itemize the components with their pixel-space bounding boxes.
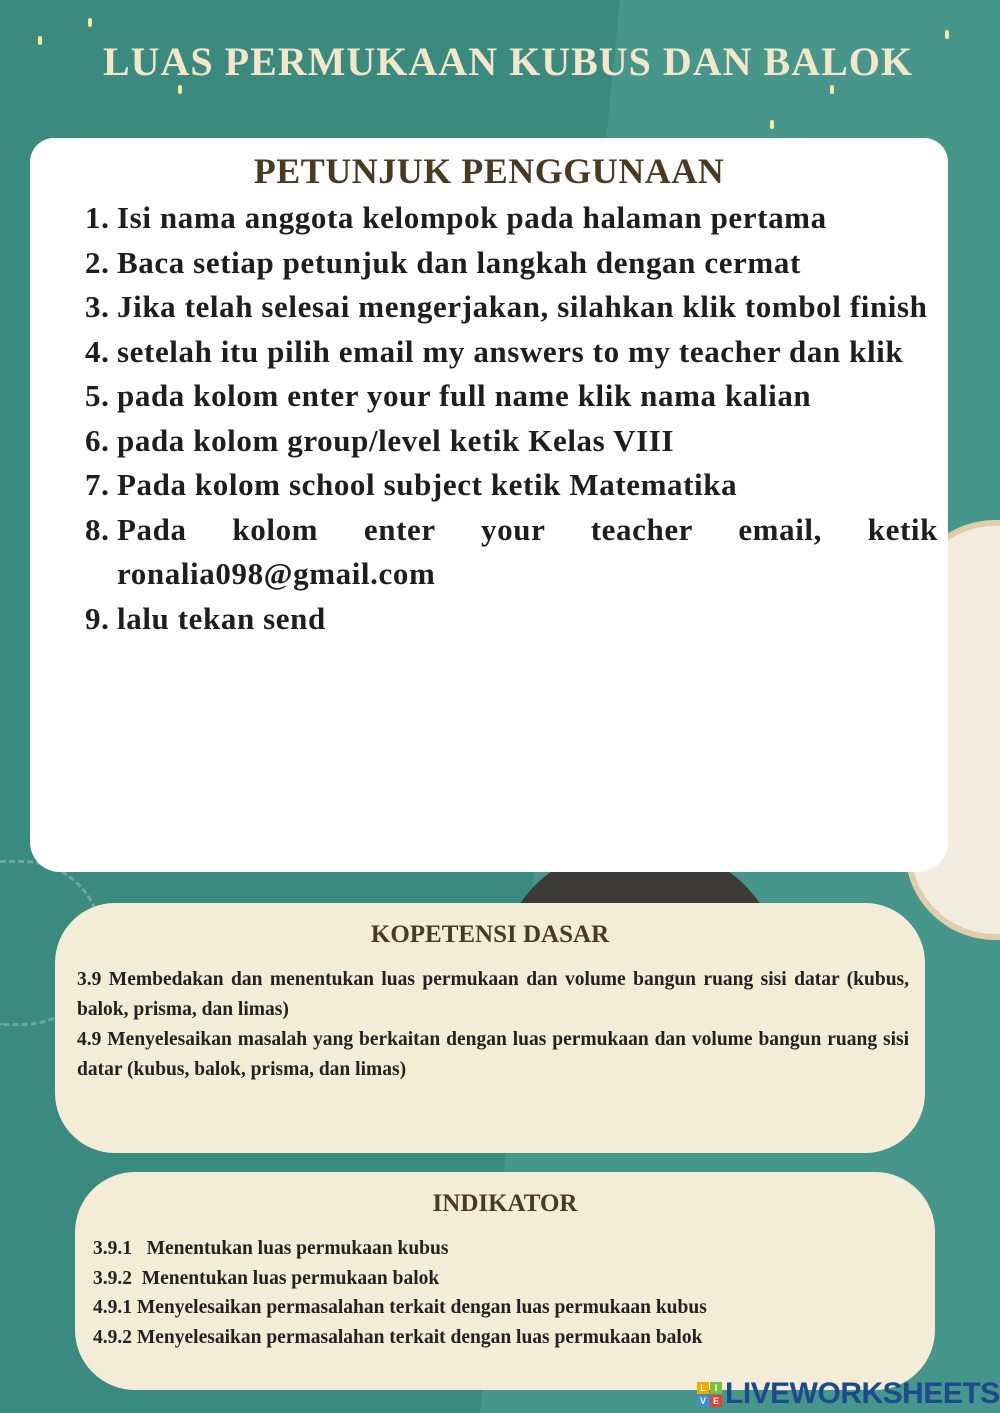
kompetensi-list — [55, 965, 925, 1085]
liveworksheets-logo — [697, 1377, 1000, 1411]
instruction-item — [85, 508, 938, 597]
logo-letter: I — [710, 1382, 722, 1394]
logo-letter: V — [697, 1395, 709, 1407]
confetti — [770, 120, 774, 129]
item-text: Pada kolom school subject ketik Matematika — [117, 467, 738, 502]
item-number: 7. — [85, 467, 110, 502]
item-text: pada kolom enter your full name klik nama kalian — [117, 378, 812, 413]
indikator-list — [75, 1234, 935, 1352]
indikator-heading: INDIKATOR — [432, 1190, 578, 1217]
indikator-item: 3.9.2 Menentukan luas permukaan balok — [93, 1267, 440, 1289]
kompetensi-item: 4.9 Menyelesaikan masalah yang berkaitan dengan luas permukaan dan volume bangun ruang sisi datar (kubus, balok, prisma, dan limas) — [77, 1029, 909, 1080]
kompetensi-card — [55, 903, 925, 1153]
item-number: 4. — [85, 333, 110, 369]
instructions-card — [30, 138, 948, 872]
item-number: 6. — [85, 422, 110, 458]
item-number: 3. — [85, 289, 110, 324]
item-text: Jika telah selesai mengerjakan, silahkan klik tombol finish — [117, 289, 928, 324]
instruction-item — [85, 597, 938, 642]
confetti — [830, 85, 834, 94]
item-text: pada kolom group/level ketik Kelas VIII — [117, 422, 675, 458]
item-text: Isi nama anggota kelompok pada halaman pertama — [117, 200, 827, 235]
item-text: Pada kolom enter your teacher email, ketik ronalia098@gmail.com — [117, 511, 938, 591]
confetti — [88, 18, 92, 27]
page-title: LUAS PERMUKAAN KUBUS DAN BALOK — [102, 39, 914, 84]
kompetensi-heading: KOPETENSI DASAR — [370, 921, 610, 948]
logo-icon — [697, 1382, 722, 1407]
instruction-item — [85, 374, 938, 419]
instruction-item — [85, 285, 938, 330]
instructions-list — [30, 196, 948, 641]
indikator-card — [75, 1172, 935, 1390]
item-number: 8. — [85, 511, 110, 547]
logo-letter: L — [697, 1382, 709, 1394]
logo-text: LIVEWORKSHEETS — [725, 1377, 1000, 1410]
item-text: setelah itu pilih email my answers to my teacher dan klik — [117, 333, 904, 369]
item-number: 5. — [85, 378, 110, 413]
instruction-item — [85, 330, 938, 375]
instruction-item — [85, 241, 938, 286]
item-number: 2. — [85, 244, 110, 280]
confetti — [178, 85, 182, 94]
kompetensi-item: 3.9 Membedakan dan menentukan luas permukaan dan volume bangun ruang sisi datar (kubus, balok, prisma, dan limas) — [77, 969, 909, 1020]
instructions-heading: PETUNJUK PENGGUNAAN — [253, 151, 725, 191]
logo-letter: E — [710, 1395, 722, 1407]
item-text: Baca setiap petunjuk dan langkah dengan cermat — [117, 244, 801, 280]
indikator-item: 3.9.1 Menentukan luas permukaan kubus — [93, 1238, 449, 1259]
instruction-item — [85, 419, 938, 464]
item-text: lalu tekan send — [117, 600, 326, 636]
instruction-item — [85, 463, 938, 508]
item-number: 9. — [85, 600, 110, 636]
indikator-item: 4.9.2 Menyelesaikan permasalahan terkait dengan luas permukaan balok — [93, 1326, 703, 1348]
indikator-item: 4.9.1 Menyelesaikan permasalahan terkait dengan luas permukaan kubus — [93, 1297, 707, 1318]
instruction-item — [85, 196, 938, 241]
item-number: 1. — [85, 200, 110, 235]
